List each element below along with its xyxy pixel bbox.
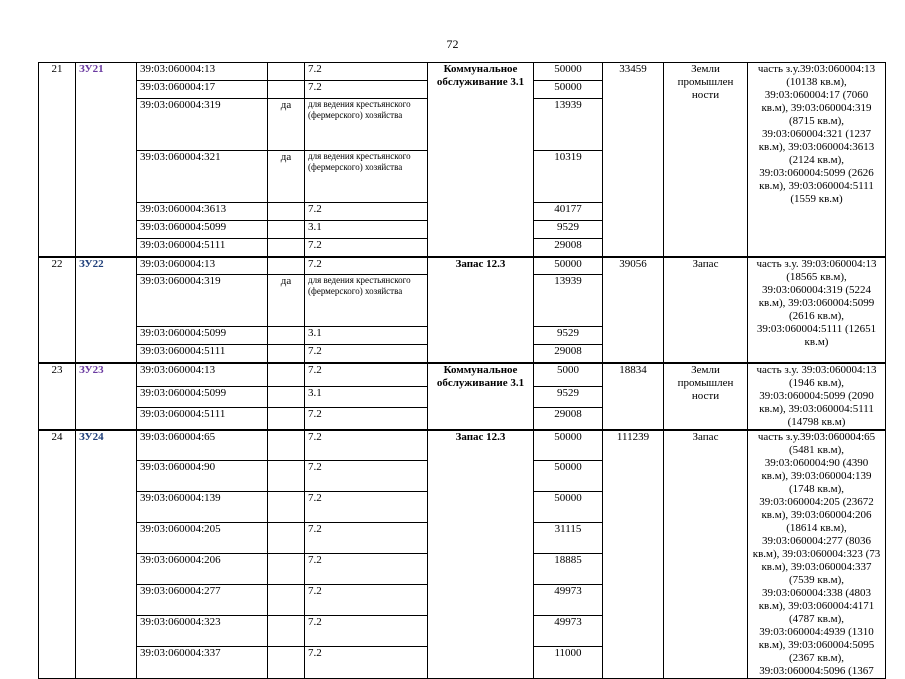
cadastral-number: 39:03:060004:321 xyxy=(137,151,268,203)
plot-area: 40177 xyxy=(534,203,603,221)
cadastral-number: 39:03:060004:13 xyxy=(137,63,268,81)
permitted-use: 7.2 xyxy=(305,461,428,492)
table-row xyxy=(39,63,886,81)
cadastral-number: 39:03:060004:277 xyxy=(137,585,268,616)
cadastral-number: 39:03:060004:65 xyxy=(137,430,268,461)
note-cell: часть з.у.39:03:060004:65 (5481 кв.м), 39:03:060004:90 (4390 кв.м), 39:03:060004:139 (1748 кв.м), 39:03:060004:205 (23672 кв.м), 39:03:060004:206 (18614 кв.м), 39:03:060004:277 (8036 кв.м), 39:03:060004:323 (73 кв.м), 39:03:060004:337 (7539 кв.м), 39:03:060004:338 (4803 кв.м), 39:03:060004:4171 (4787 кв.м), 39:03:060004:4939 (1310 кв.м), 39:03:060004:5095 (2367 кв.м), 39:03:060004:5096 (1367 xyxy=(748,430,886,679)
cadastral-number: 39:03:060004:5111 xyxy=(137,345,268,363)
permitted-use: 7.2 xyxy=(305,363,428,387)
plot-area: 29008 xyxy=(534,345,603,363)
plot-area: 49973 xyxy=(534,585,603,616)
cadastral-number: 39:03:060004:90 xyxy=(137,461,268,492)
permitted-use: 7.2 xyxy=(305,239,428,257)
cadastral-number: 39:03:060004:13 xyxy=(137,257,268,275)
cadastral-number: 39:03:060004:319 xyxy=(137,99,268,151)
plot-area: 5000 xyxy=(534,363,603,387)
flag-cell xyxy=(268,363,305,387)
permitted-use: 7.2 xyxy=(305,523,428,554)
total-area: 39056 xyxy=(603,257,664,363)
plot-area: 13939 xyxy=(534,99,603,151)
zone-name: Запас 12.3 xyxy=(428,257,534,363)
permitted-use: 7.2 xyxy=(305,257,428,275)
permitted-use: 3.1 xyxy=(305,221,428,239)
permitted-use: 7.2 xyxy=(305,492,428,523)
plot-area: 31115 xyxy=(534,523,603,554)
flag-cell xyxy=(268,461,305,492)
zone-name: Запас 12.3 xyxy=(428,430,534,679)
permitted-use: 7.2 xyxy=(305,203,428,221)
permitted-use: 3.1 xyxy=(305,327,428,345)
land-category: Запас xyxy=(664,257,748,363)
page-number: 72 xyxy=(446,37,459,51)
flag-cell xyxy=(268,492,305,523)
plot-area: 13939 xyxy=(534,275,603,327)
cadastral-number: 39:03:060004:5111 xyxy=(137,408,268,430)
cadastral-number: 39:03:060004:13 xyxy=(137,363,268,387)
land-category: Земли промышлен ности xyxy=(664,63,748,257)
zone-name: Коммунальное обслуживание 3.1 xyxy=(428,363,534,430)
plot-area: 9529 xyxy=(534,386,603,408)
flag-cell: да xyxy=(268,275,305,327)
cadastral-number: 39:03:060004:5099 xyxy=(137,327,268,345)
total-area: 33459 xyxy=(603,63,664,257)
permitted-use: 7.2 xyxy=(305,81,428,99)
plot-id: ЗУ24 xyxy=(76,430,137,679)
total-area: 18834 xyxy=(603,363,664,430)
row-number: 24 xyxy=(39,430,76,679)
cadastral-number: 39:03:060004:3613 xyxy=(137,203,268,221)
plot-area: 50000 xyxy=(534,461,603,492)
flag-cell xyxy=(268,554,305,585)
plot-id: ЗУ21 xyxy=(76,63,137,257)
permitted-use: 7.2 xyxy=(305,585,428,616)
flag-cell xyxy=(268,345,305,363)
note-cell: часть з.у. 39:03:060004:13 (1946 кв.м), 39:03:060004:5099 (2090 кв.м), 39:03:060004:5111 (14798 кв.м) xyxy=(748,363,886,430)
flag-cell xyxy=(268,63,305,81)
plot-area: 11000 xyxy=(534,647,603,678)
flag-cell xyxy=(268,585,305,616)
row-number: 22 xyxy=(39,257,76,363)
flag-cell xyxy=(268,239,305,257)
plot-area: 50000 xyxy=(534,492,603,523)
land-category: Земли промышлен ности xyxy=(664,363,748,430)
cadastral-number: 39:03:060004:5099 xyxy=(137,386,268,408)
flag-cell xyxy=(268,523,305,554)
cadastral-number: 39:03:060004:17 xyxy=(137,81,268,99)
plot-area: 29008 xyxy=(534,408,603,430)
permitted-use: 7.2 xyxy=(305,554,428,585)
flag-cell xyxy=(268,386,305,408)
cadastral-number: 39:03:060004:5111 xyxy=(137,239,268,257)
cadastral-number: 39:03:060004:337 xyxy=(137,647,268,678)
plot-area: 10319 xyxy=(534,151,603,203)
plot-area: 50000 xyxy=(534,257,603,275)
flag-cell xyxy=(268,616,305,647)
flag-cell: да xyxy=(268,151,305,203)
row-number: 23 xyxy=(39,363,76,430)
cadastral-number: 39:03:060004:323 xyxy=(137,616,268,647)
note-cell: часть з.у.39:03:060004:13 (10138 кв.м), 39:03:060004:17 (7060 кв.м), 39:03:060004:319 (8715 кв.м), 39:03:060004:321 (1237 кв.м), 39:03:060004:3613 (2124 кв.м), 39:03:060004:5099 (2626 кв.м), 39:03:060004:5111 (1559 кв.м) xyxy=(748,63,886,257)
cadastral-number: 39:03:060004:139 xyxy=(137,492,268,523)
plot-area: 29008 xyxy=(534,239,603,257)
zone-name: Коммунальное обслуживание 3.1 xyxy=(428,63,534,257)
land-category: Запас xyxy=(664,430,748,679)
permitted-use: 7.2 xyxy=(305,345,428,363)
table-body xyxy=(39,63,886,679)
plot-id: ЗУ22 xyxy=(76,257,137,363)
plot-id: ЗУ23 xyxy=(76,363,137,430)
total-area: 111239 xyxy=(603,430,664,679)
plot-area: 50000 xyxy=(534,63,603,81)
plot-area: 49973 xyxy=(534,616,603,647)
note-cell: часть з.у. 39:03:060004:13 (18565 кв.м), 39:03:060004:319 (5224 кв.м), 39:03:060004:5099 (2616 кв.м), 39:03:060004:5111 (12651 кв.м) xyxy=(748,257,886,363)
flag-cell xyxy=(268,647,305,678)
cadastral-number: 39:03:060004:319 xyxy=(137,275,268,327)
plot-area: 9529 xyxy=(534,221,603,239)
permitted-use: 7.2 xyxy=(305,647,428,678)
flag-cell xyxy=(268,327,305,345)
flag-cell xyxy=(268,257,305,275)
flag-cell xyxy=(268,430,305,461)
flag-cell xyxy=(268,221,305,239)
permitted-use: 7.2 xyxy=(305,63,428,81)
flag-cell: да xyxy=(268,99,305,151)
flag-cell xyxy=(268,203,305,221)
flag-cell xyxy=(268,81,305,99)
permitted-use: для ведения крестьянского (фермерского) хозяйства xyxy=(305,99,428,151)
cadastral-number: 39:03:060004:206 xyxy=(137,554,268,585)
permitted-use: для ведения крестьянского (фермерского) хозяйства xyxy=(305,275,428,327)
permitted-use: 7.2 xyxy=(305,430,428,461)
table-row xyxy=(39,430,886,461)
plot-area: 18885 xyxy=(534,554,603,585)
plot-area: 9529 xyxy=(534,327,603,345)
permitted-use: 7.2 xyxy=(305,408,428,430)
cadastral-number: 39:03:060004:5099 xyxy=(137,221,268,239)
permitted-use: 3.1 xyxy=(305,386,428,408)
land-plots-table xyxy=(38,62,886,679)
flag-cell xyxy=(268,408,305,430)
table-row xyxy=(39,257,886,275)
row-number: 21 xyxy=(39,63,76,257)
cadastral-number: 39:03:060004:205 xyxy=(137,523,268,554)
plot-area: 50000 xyxy=(534,81,603,99)
plot-area: 50000 xyxy=(534,430,603,461)
permitted-use: 7.2 xyxy=(305,616,428,647)
permitted-use: для ведения крестьянского (фермерского) хозяйства xyxy=(305,151,428,203)
table-row xyxy=(39,363,886,387)
